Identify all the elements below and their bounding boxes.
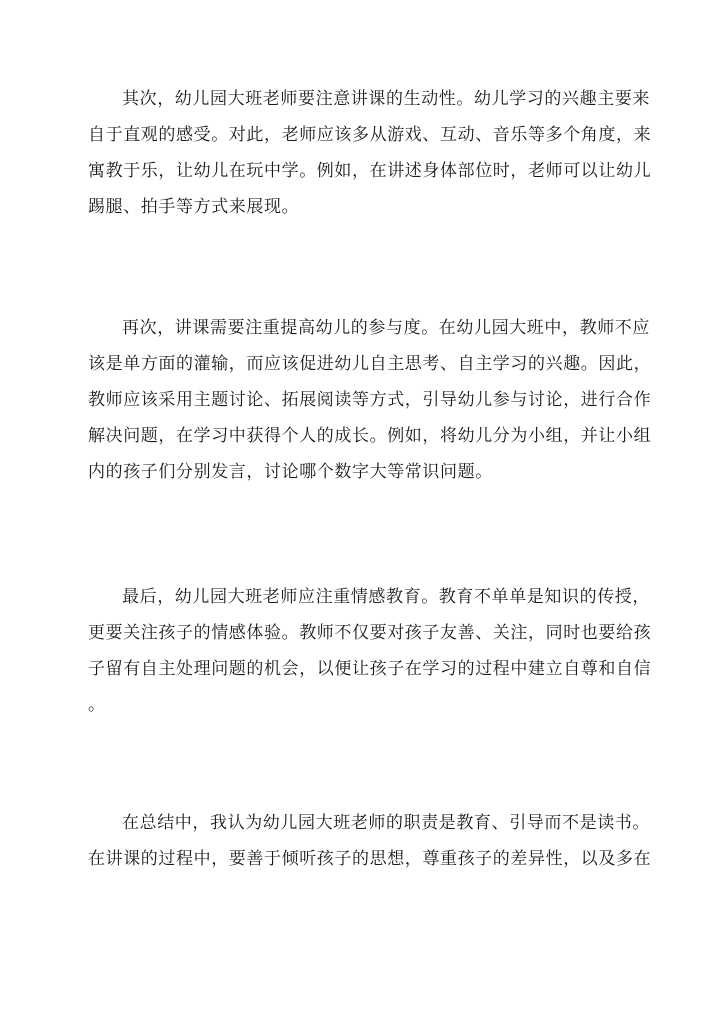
- text-line: 自于直观的感受。对此，老师应该多从游戏、互动、音乐等多个角度，来: [88, 125, 652, 145]
- text-line: 踢腿、拍手等方式来展现。: [88, 197, 300, 217]
- text-line: 教师应该采用主题讨论、拓展阅读等方式，引导幼儿参与讨论，进行合作: [88, 390, 652, 410]
- text-line: 该是单方面的灌输，而应该促进幼儿自主思考、自主学习的兴趣。因此，: [88, 354, 652, 374]
- text-line: 在讲课的过程中，要善于倾听孩子的思想，尊重孩子的差异性，以及多在: [88, 849, 652, 869]
- text-line: 更要关注孩子的情感体验。教师不仅要对孩子友善、关注，同时也要给孩: [88, 623, 652, 643]
- paragraph-emotional-education: [88, 579, 652, 723]
- paragraph-participation: [88, 310, 652, 490]
- text-line: 在总结中，我认为幼儿园大班老师的职责是教育、引导而不是读书。: [122, 813, 650, 833]
- text-line: 子留有自主处理问题的机会，以便让孩子在学习的过程中建立自尊和自信: [88, 659, 652, 679]
- text-line: 解决问题，在学习中获得个人的成长。例如，将幼儿分为小组，并让小组: [88, 426, 652, 446]
- text-line: 其次，幼儿园大班老师要注意讲课的生动性。幼儿学习的兴趣主要来: [122, 89, 650, 109]
- text-line: 。: [88, 695, 106, 715]
- paragraph-summary: [88, 805, 652, 877]
- text-line: 寓教于乐，让幼儿在玩中学。例如，在讲述身体部位时，老师可以让幼儿: [88, 161, 652, 181]
- text-line: 再次，讲课需要注重提高幼儿的参与度。在幼儿园大班中，教师不应: [122, 318, 650, 338]
- paragraph-vividness: [88, 81, 652, 225]
- text-line: 最后，幼儿园大班老师应注重情感教育。教育不单单是知识的传授，: [122, 587, 650, 607]
- text-line: 内的孩子们分别发言，讨论哪个数字大等常识问题。: [88, 462, 493, 482]
